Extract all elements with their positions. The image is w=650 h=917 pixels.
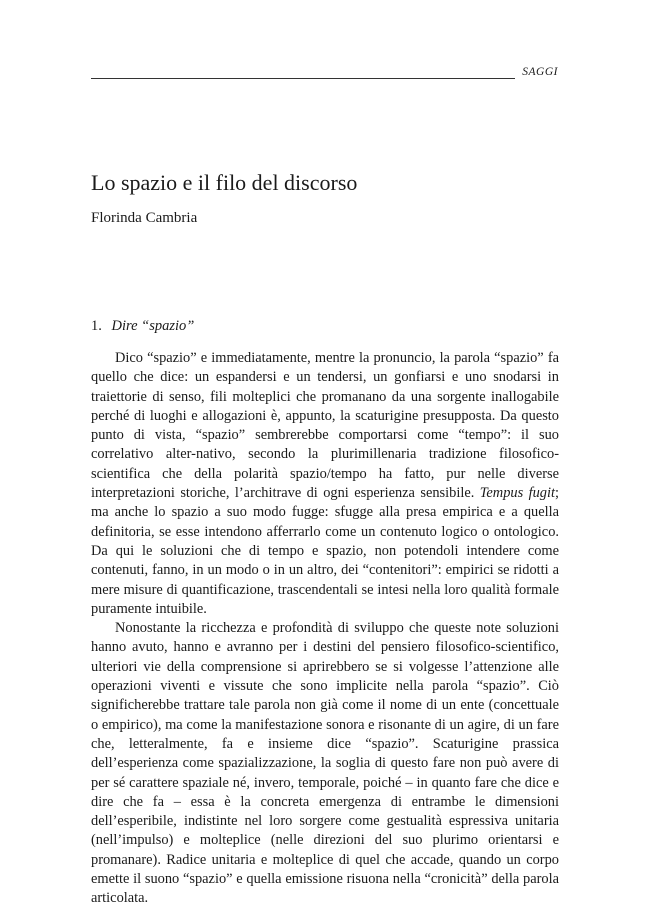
article-title: Lo spazio e il filo del discorso — [91, 170, 358, 195]
section-title: Dire “spazio” — [111, 318, 195, 334]
body-text — [91, 349, 559, 909]
paragraph-text: ; ma anche lo spazio a suo modo fugge: sfugge alla presa empirica e a quella definitoria, se esse intendono afferrarlo come un contenuto logico o ontologico. Da qui le soluzioni che di tempo e spazio, non potendoli intendere come contenuti, fanno, in un modo o in un altro, dei “contenitori”: empirici se ridotti a mere misure di quantificazione, trascendentali se intesi nella loro qualità formale puramente intuibile. — [91, 485, 559, 617]
section-heading — [91, 318, 194, 335]
paragraph — [91, 349, 559, 619]
paragraph-text: Nonostante la ricchezza e profondità di sviluppo che queste note soluzioni hanno avuto, hanno e avranno per i destini del pensiero filosofico-scientifico, ulteriori vie della comprensione si aprirebbero se si volgesse l’attenzione alle operazioni viventi e vissute che sono implicite nella parola “spazio”. Ciò significherebbe trattare tale parola non già come il nome di un ente (concettuale o empirico), ma come la manifestazione sonora e risonante di un agire, di un fare che, letteralmente, fa e insieme dice “spazio”. Scaturigine prassica dell’esperienza come spazializzazione, la soglia di questo fare non può avere di per sé carattere spaziale né, invero, temporale, poiché – in quanto fare che dice e dire che fa – essa è la concreta emergenza di entrambe le dimensioni dell’esperibile, indistinte nel loro sorgere come gestualità espressiva unitaria (nell’impulso) e molteplice (nelle direzioni del suo plurimo orientarsi e promanare). Radice unitaria e molteplice di quel che accade, quando un corpo emette il suono “spazio” e quella emissione risuona nella “cronicità” della parola articolata. — [91, 620, 559, 907]
author-name: Florinda Cambria — [91, 210, 198, 226]
header-rule — [91, 78, 515, 79]
paragraph-text: Dico “spazio” e immediatamente, mentre la pronuncio, la parola “spazio” fa quello che dice: un espandersi e un tendersi, un gonfiarsi e uno snodarsi in traiettorie di senso, fili molteplici che promanano da una sorgente inallogabile perché di luoghi e allogazioni è, appunto, la scaturigine presupposta. Da questo punto di vista, “spazio” sembrerebbe comportarsi come “tempo”: il suo correlativo alter-nativo, secondo la plurimillenaria tradizione filosofico-scientifica che della polarità spazio/tempo ha fatto, pur nelle diverse interpretazioni storiche, l’architrave di ogni esperienza sensibile. — [91, 350, 559, 502]
paragraph-emphasis: Tempus fugit — [479, 485, 555, 502]
running-head: SAGGI — [522, 66, 558, 78]
section-number: 1. — [91, 318, 102, 334]
paragraph — [91, 619, 559, 908]
